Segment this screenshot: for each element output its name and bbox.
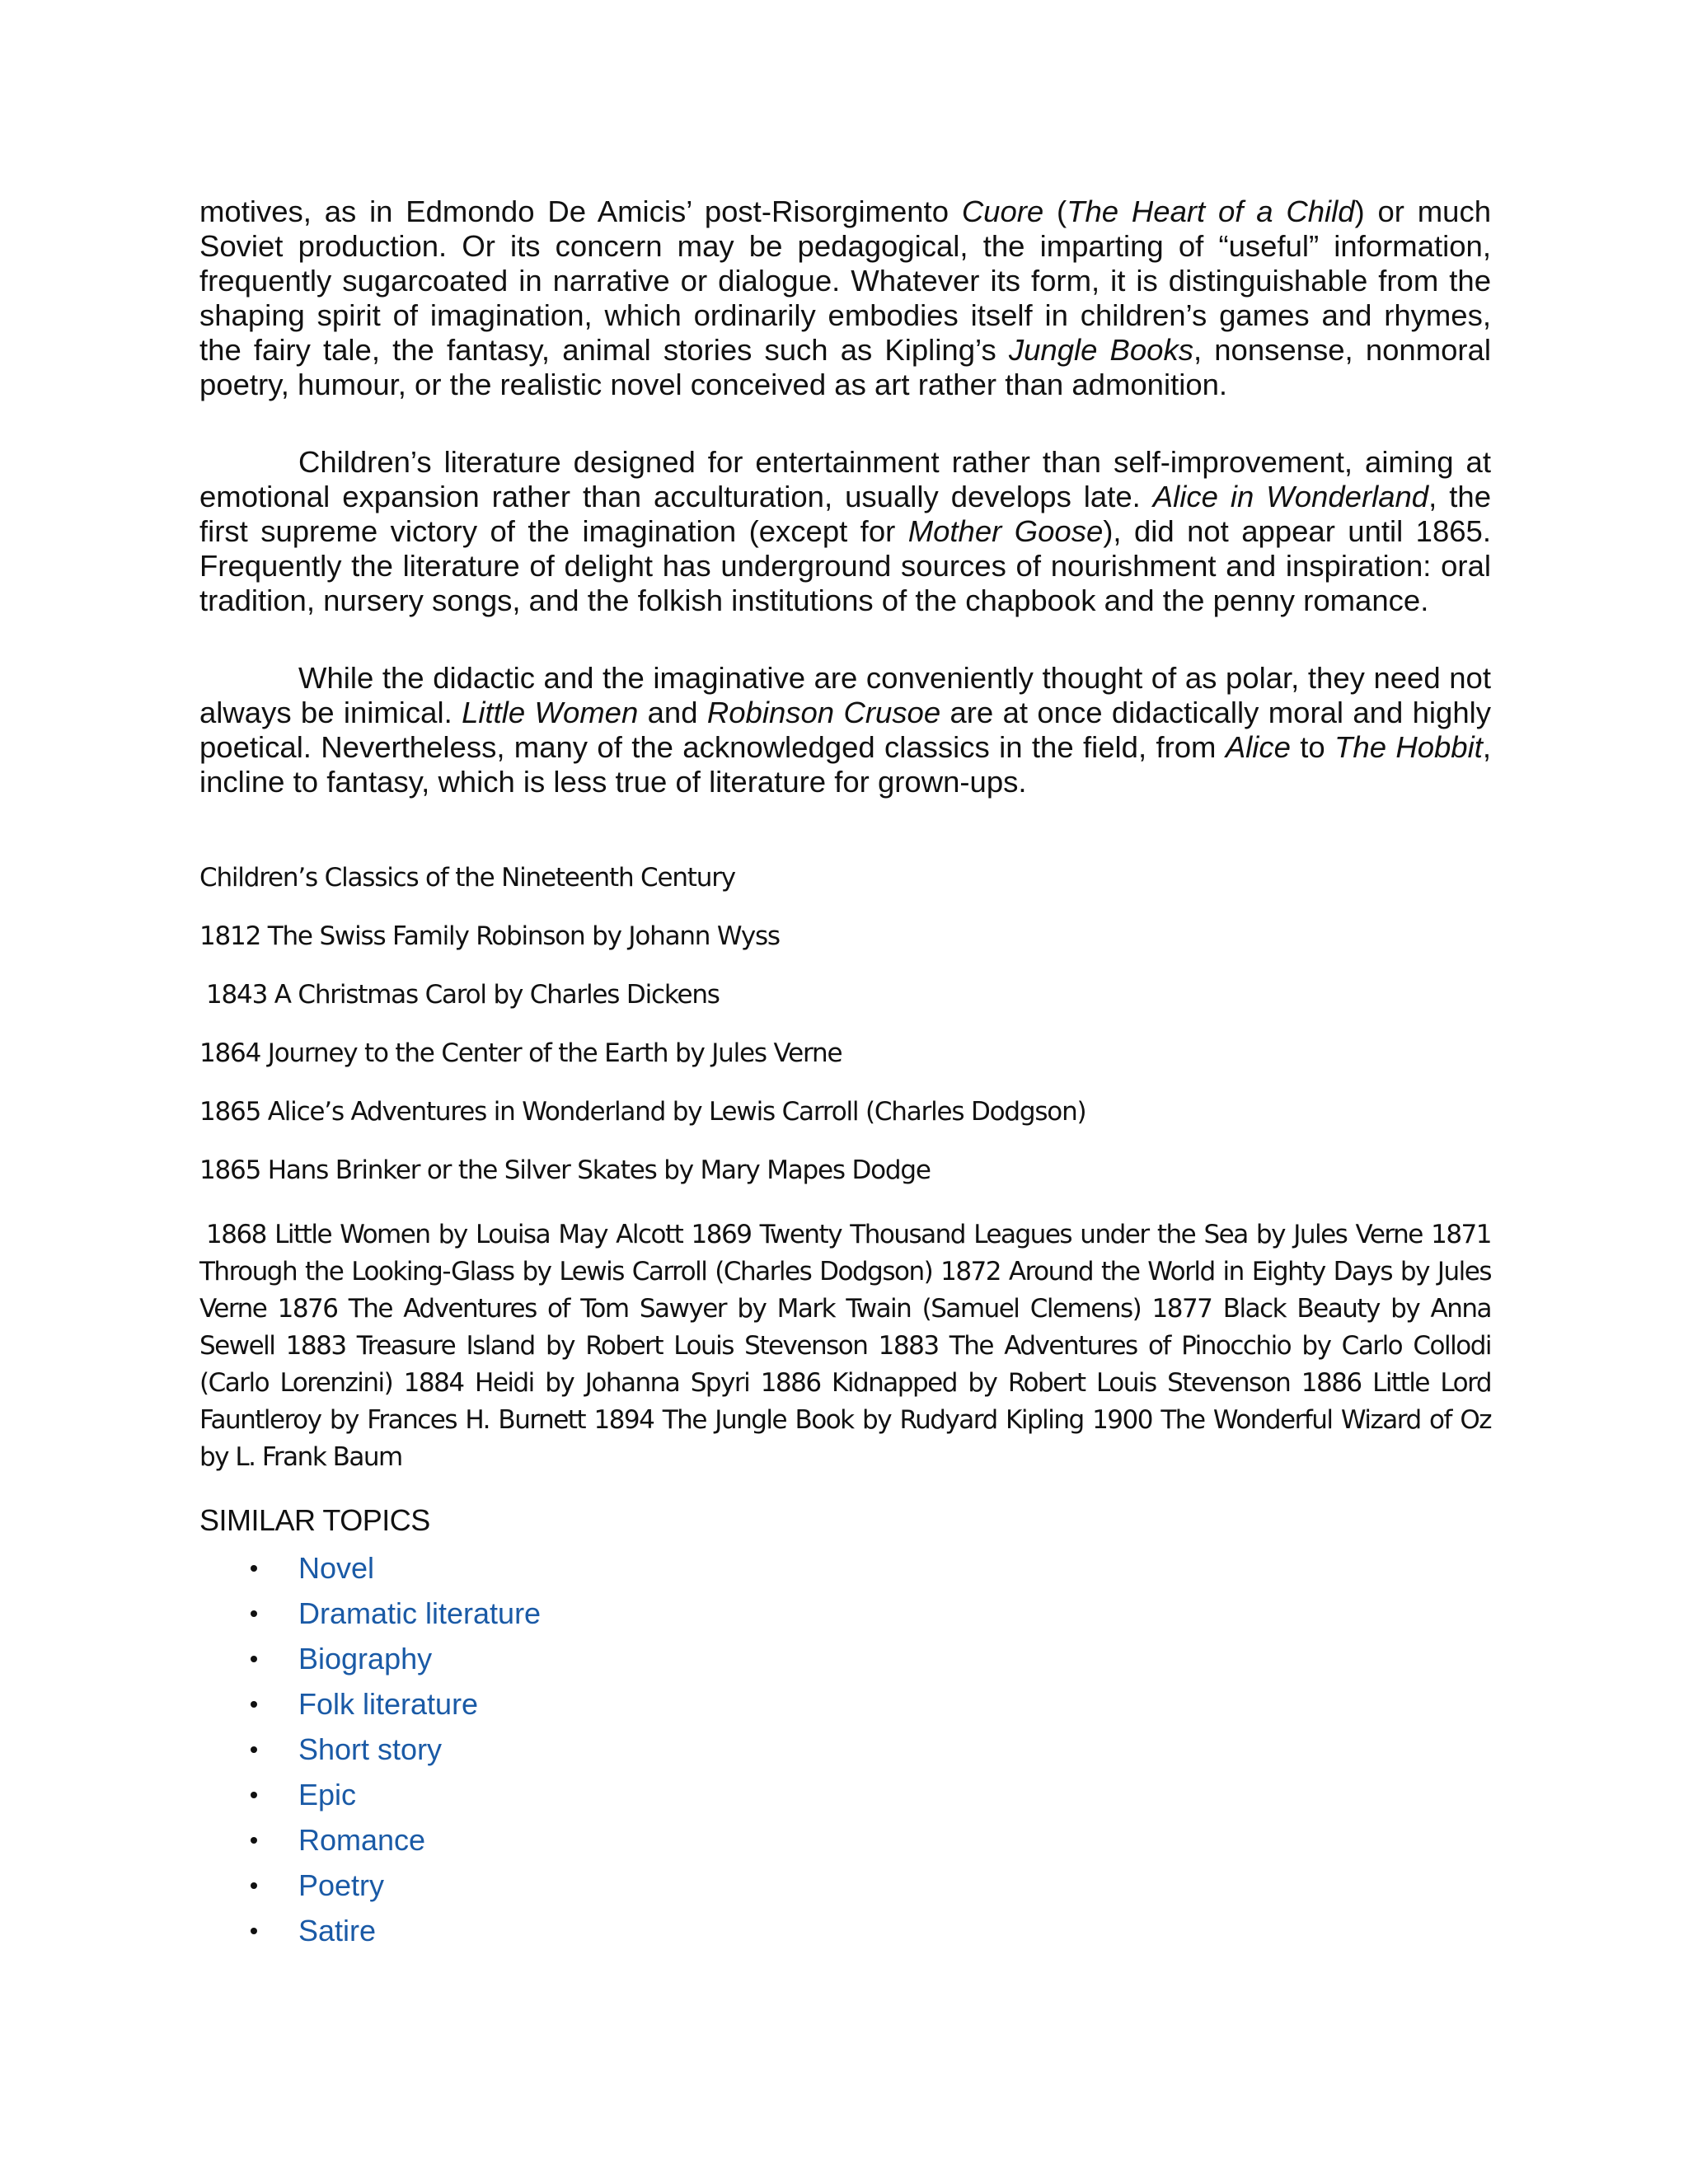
text-run: ) or much Soviet production. Or its concern may be pedagogical, the imparting of “useful” information, frequently sugarcoated in narrative or dialogue. Whatever its form, it is distinguishable from the shaping spirit of imagination, which ordinarily embodies itself in children’s games and rhymes, the fairy tale, the fantasy, animal stories such as Kipling’s bbox=[199, 194, 1491, 367]
bullet-icon bbox=[251, 1882, 257, 1889]
book-title-italic: Cuore bbox=[961, 194, 1044, 228]
text-run: to bbox=[1290, 730, 1335, 764]
classic-entry: 1868 Little Women by Louisa May Alcott bbox=[206, 1220, 683, 1249]
classics-list bbox=[199, 860, 1491, 1476]
list-item bbox=[199, 1727, 1491, 1772]
bullet-icon bbox=[251, 1928, 257, 1934]
text-run: are at once didactically moral and highly poetical. Nevertheless, many of the acknowledged classics in the field, from bbox=[199, 696, 1491, 764]
topic-link-dramatic-literature[interactable]: Dramatic literature bbox=[298, 1596, 542, 1630]
classic-entry: 1812 The Swiss Family Robinson by Johann Wyss bbox=[199, 921, 780, 951]
list-item bbox=[199, 1681, 1491, 1727]
list-item bbox=[199, 1817, 1491, 1863]
book-title-italic: Mother Goose bbox=[907, 514, 1104, 548]
bullet-icon bbox=[251, 1701, 257, 1708]
book-title-italic: Little Women bbox=[462, 696, 639, 729]
book-title-italic: The Heart of a Child bbox=[1067, 194, 1355, 228]
book-title-italic: Alice bbox=[1225, 730, 1291, 764]
topic-link-romance[interactable]: Romance bbox=[298, 1822, 426, 1857]
classic-entry: 1865 Alice’s Adventures in Wonderland by Lewis Carroll (Charles Dodgson) bbox=[199, 1097, 1086, 1127]
bullet-icon bbox=[251, 1746, 257, 1753]
text-run: , incline to fantasy, which is less true of literature for grown-ups. bbox=[199, 730, 1492, 799]
text-run: ( bbox=[1043, 194, 1067, 228]
topic-link-epic[interactable]: Epic bbox=[298, 1777, 357, 1811]
topic-link-novel[interactable]: Novel bbox=[298, 1550, 375, 1585]
paragraph-entertainment bbox=[199, 445, 1491, 618]
list-item bbox=[199, 1863, 1491, 1908]
bullet-icon bbox=[251, 1792, 257, 1798]
topic-link-biography[interactable]: Biography bbox=[298, 1641, 433, 1675]
text-run: , the first supreme victory of the imagination (except for bbox=[199, 480, 1491, 548]
topic-link-short-story[interactable]: Short story bbox=[298, 1732, 443, 1766]
topic-link-folk-literature[interactable]: Folk literature bbox=[298, 1686, 479, 1721]
paragraph-didactic-imaginative bbox=[199, 661, 1491, 799]
text-run: Children’s literature designed for entertainment rather than self-improvement, aiming at emotional expansion rather than acculturation, usually develops late. bbox=[199, 445, 1491, 513]
list-item bbox=[199, 1591, 1491, 1636]
similar-topics-title: SIMILAR TOPICS bbox=[199, 1503, 430, 1537]
classic-entry: 1843 A Christmas Carol by Charles Dickens bbox=[206, 980, 720, 1010]
classic-entries-run: 1869 Twenty Thousand Leagues under the Sea by Jules Verne 1871 Through the Looking-Glass by Lewis Carroll (Charles Dodgson) 1872 Around the World in Eighty Days by Jules Verne 1876 The Adventures of Tom Sawyer by Mark Twain (Samuel Clemens) 1877 Black Beauty by Anna Sewell 1883 Treasure Island by Robert Louis Stevenson 1883 The Adventures of Pinocchio by Carlo Collodi (Carlo Lorenzini) 1884 Heidi by Johanna Spyri 1886 Kidnapped by Robert Louis Stevenson 1886 Little Lord Fauntleroy by Frances H. Burnett 1894 The Jungle Book by Rudyard Kipling 1900 The Wonderful Wizard of Oz by L. Frank Baum bbox=[199, 1220, 1491, 1472]
book-title-italic: Jungle Books bbox=[1008, 333, 1193, 367]
text-run: While the didactic and the imaginative are conveniently thought of as polar, they need not always be inimical. bbox=[199, 661, 1491, 729]
bullet-icon bbox=[251, 1565, 257, 1572]
paragraph-didactic-motives bbox=[199, 194, 1491, 402]
list-item bbox=[199, 1636, 1491, 1681]
topic-link-poetry[interactable]: Poetry bbox=[298, 1868, 385, 1902]
similar-topics bbox=[199, 1502, 1491, 1953]
classics-run-on-paragraph bbox=[199, 1216, 1491, 1476]
classic-entry: 1864 Journey to the Center of the Earth by Jules Verne bbox=[199, 1038, 842, 1068]
bullet-icon bbox=[251, 1837, 257, 1844]
bullet-icon bbox=[251, 1610, 257, 1617]
topic-link-satire[interactable]: Satire bbox=[298, 1913, 377, 1947]
book-title-italic: Robinson Crusoe bbox=[706, 696, 941, 729]
similar-topics-list bbox=[199, 1545, 1491, 1953]
book-title-italic: Alice in Wonderland bbox=[1152, 480, 1429, 513]
list-item bbox=[199, 1545, 1491, 1591]
text-run: ), did not appear until 1865. Frequently the literature of delight has underground sources of nourishment and inspiration: oral tradition, nursery songs, and the folkish institutions of the chapbook and the penny romance. bbox=[199, 514, 1491, 617]
classics-heading: Children’s Classics of the Nineteenth Century bbox=[199, 863, 735, 893]
text-run: , nonsense, nonmoral poetry, humour, or the realistic novel conceived as art rather than admonition. bbox=[199, 333, 1491, 401]
classic-entry: 1865 Hans Brinker or the Silver Skates by Mary Mapes Dodge bbox=[199, 1155, 931, 1185]
bullet-icon bbox=[251, 1656, 257, 1662]
text-run: motives, as in Edmondo De Amicis’ post-Risorgimento bbox=[199, 194, 962, 228]
list-item bbox=[199, 1908, 1491, 1953]
book-title-italic: The Hobbit bbox=[1334, 730, 1483, 764]
document-page bbox=[199, 194, 1491, 1953]
text-run: and bbox=[638, 696, 707, 729]
list-item bbox=[199, 1772, 1491, 1817]
